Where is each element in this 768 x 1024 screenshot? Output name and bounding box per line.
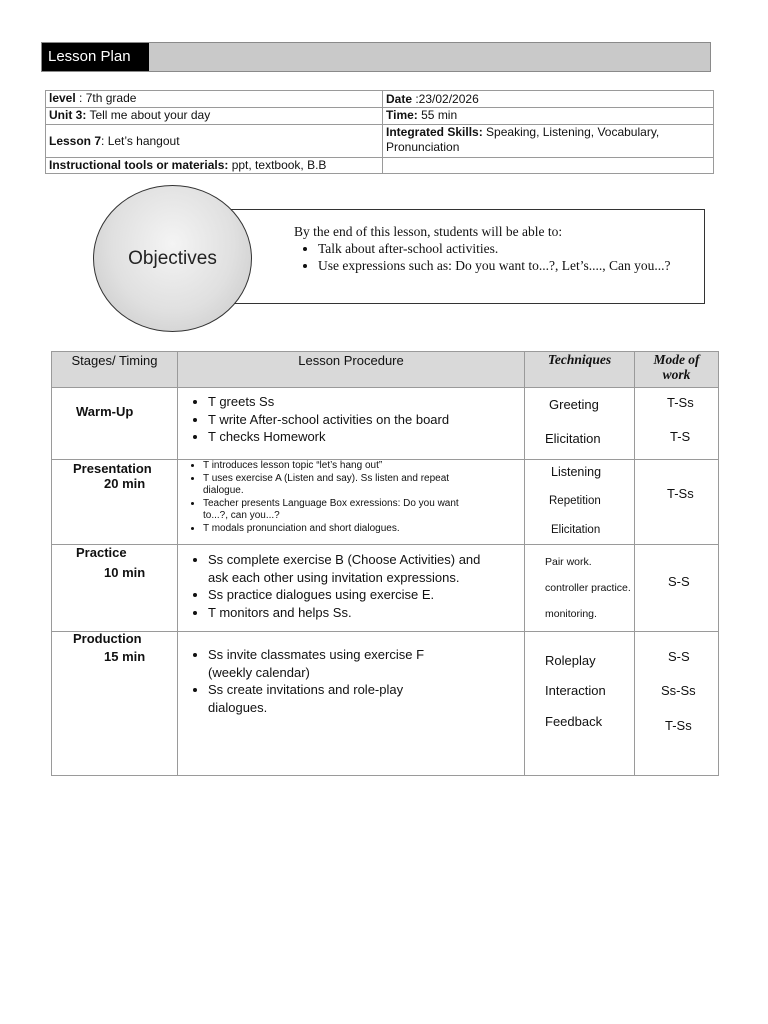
technique-item: Elicitation: [551, 524, 601, 536]
time-label: Time:: [386, 108, 418, 122]
mode-cell: [635, 632, 719, 776]
time-value: 55 min: [417, 108, 458, 122]
technique-item: Roleplay: [545, 653, 596, 668]
mode-item: S-S: [668, 649, 690, 664]
stage-timing: 15 min: [104, 649, 146, 664]
date-value: :23/02/2026: [412, 92, 479, 106]
stage-cell: [52, 460, 178, 545]
level-cell: [46, 91, 383, 108]
unit-cell: [46, 108, 383, 125]
objectives-intro: By the end of this lesson, students will be able to:: [294, 224, 563, 239]
skills-label: Integrated Skills:: [386, 125, 483, 139]
technique-item: Listening: [551, 465, 602, 479]
technique-item: Feedback: [545, 714, 603, 729]
procedure-table: [51, 351, 719, 776]
techniques-cell: [525, 388, 635, 460]
objectives-circle: [93, 185, 252, 332]
header-techniques: [525, 352, 635, 388]
header-mode: [635, 352, 719, 388]
lesson-label: Lesson 7: [49, 133, 102, 148]
stage-presentation: Presentation: [73, 461, 152, 476]
objectives-title: Objectives: [128, 247, 217, 269]
mode-cell: [635, 460, 719, 545]
lesson-cell: [46, 125, 383, 158]
empty-cell: [383, 158, 714, 174]
procedure-item: • Ss create invitations and role-play dialogues.: [208, 681, 444, 716]
mode-cell: [635, 388, 719, 460]
page-title: Lesson Plan: [42, 43, 149, 71]
mode-item: T-S: [670, 429, 691, 444]
mode-item: Ss-Ss: [661, 683, 696, 698]
procedure-cell: [178, 460, 525, 545]
mode-item: T-Ss: [667, 395, 694, 410]
techniques-cell: [525, 632, 635, 776]
procedure-item: • Teacher presents Language Box exressions: Do you want to...?, can you...?: [203, 498, 484, 523]
procedure-item: • Ss invite classmates using exercise F (weekly calendar): [208, 646, 444, 681]
mode-cell: [635, 545, 719, 632]
date-cell: [383, 91, 714, 108]
techniques-cell: [525, 460, 635, 545]
header-stages: Stages/ Timing: [52, 352, 178, 388]
procedure-cell: [178, 388, 525, 460]
tools-cell: [46, 158, 383, 174]
stage-cell: [52, 388, 178, 460]
table-row: [52, 545, 719, 632]
technique-item: Elicitation: [545, 431, 601, 446]
stage-timing: 10 min: [104, 565, 146, 580]
procedure-cell: [178, 545, 525, 632]
technique-item: Repetition: [549, 495, 601, 507]
procedure-item: • Ss practice dialogues using exercise E.: [208, 586, 504, 604]
time-cell: [383, 108, 714, 125]
header-mode-text: Mode of work: [653, 352, 700, 382]
stage-practice: Practice: [76, 545, 127, 560]
title-bar: [41, 42, 711, 72]
header-procedure: Lesson Procedure: [178, 352, 525, 388]
technique-item: Interaction: [545, 683, 606, 698]
level-value: : 7th grade: [75, 91, 137, 105]
table-row: [52, 388, 719, 460]
techniques-cell: [525, 545, 635, 632]
technique-item: Pair work.: [545, 556, 592, 568]
tools-value: ppt, textbook, B.B: [228, 158, 327, 172]
table-row: [52, 632, 719, 776]
procedure-item: • T monitors and helps Ss.: [208, 604, 504, 622]
stage-production: Production: [73, 631, 142, 646]
unit-label: Unit 3:: [49, 108, 87, 122]
objectives-text: [294, 223, 704, 274]
skills-cell: [383, 125, 714, 158]
date-label: Date: [386, 92, 413, 106]
procedure-item: • Ss complete exercise B (Choose Activities) and ask each other using invitation expressions.: [208, 551, 504, 586]
mode-item: T-Ss: [665, 718, 692, 733]
technique-item: monitoring.: [545, 608, 597, 620]
tools-label: Instructional tools or materials:: [49, 158, 229, 172]
objective-item: • Use expressions such as: Do you want to...?, Let’s...., Can you...?: [318, 257, 704, 274]
lesson-value: : Let’s hangout: [101, 133, 180, 148]
procedure-item: • T introduces lesson topic “let’s hang out”: [203, 460, 484, 473]
skills-value: Speaking, Listening, Vocabulary, Pronunciation: [386, 125, 660, 154]
stage-cell: [52, 632, 178, 776]
procedure-item: • T greets Ss: [208, 393, 524, 411]
table-row: [52, 460, 719, 545]
unit-value: Tell me about your day: [86, 108, 211, 122]
header-techniques-text: Techniques: [547, 352, 612, 367]
procedure-item: • T write After-school activities on the board: [208, 411, 524, 429]
mode-item: T-Ss: [667, 486, 694, 501]
level-label: level: [49, 91, 76, 105]
technique-item: controller practice.: [545, 582, 631, 594]
stage-timing: 20 min: [104, 476, 146, 491]
procedure-item: • T uses exercise A (Listen and say). Ss listen and repeat dialogue.: [203, 473, 484, 498]
objective-item: • Talk about after-school activities.: [318, 240, 704, 257]
lesson-info-table: [45, 90, 714, 174]
stage-cell: [52, 545, 178, 632]
technique-item: Greeting: [549, 397, 599, 412]
procedure-item: • T modals pronunciation and short dialogues.: [203, 523, 484, 536]
procedure-item: • T checks Homework: [208, 428, 524, 446]
stage-warmup: Warm-Up: [76, 404, 134, 419]
mode-item: S-S: [668, 574, 690, 589]
procedure-cell: [178, 632, 525, 776]
